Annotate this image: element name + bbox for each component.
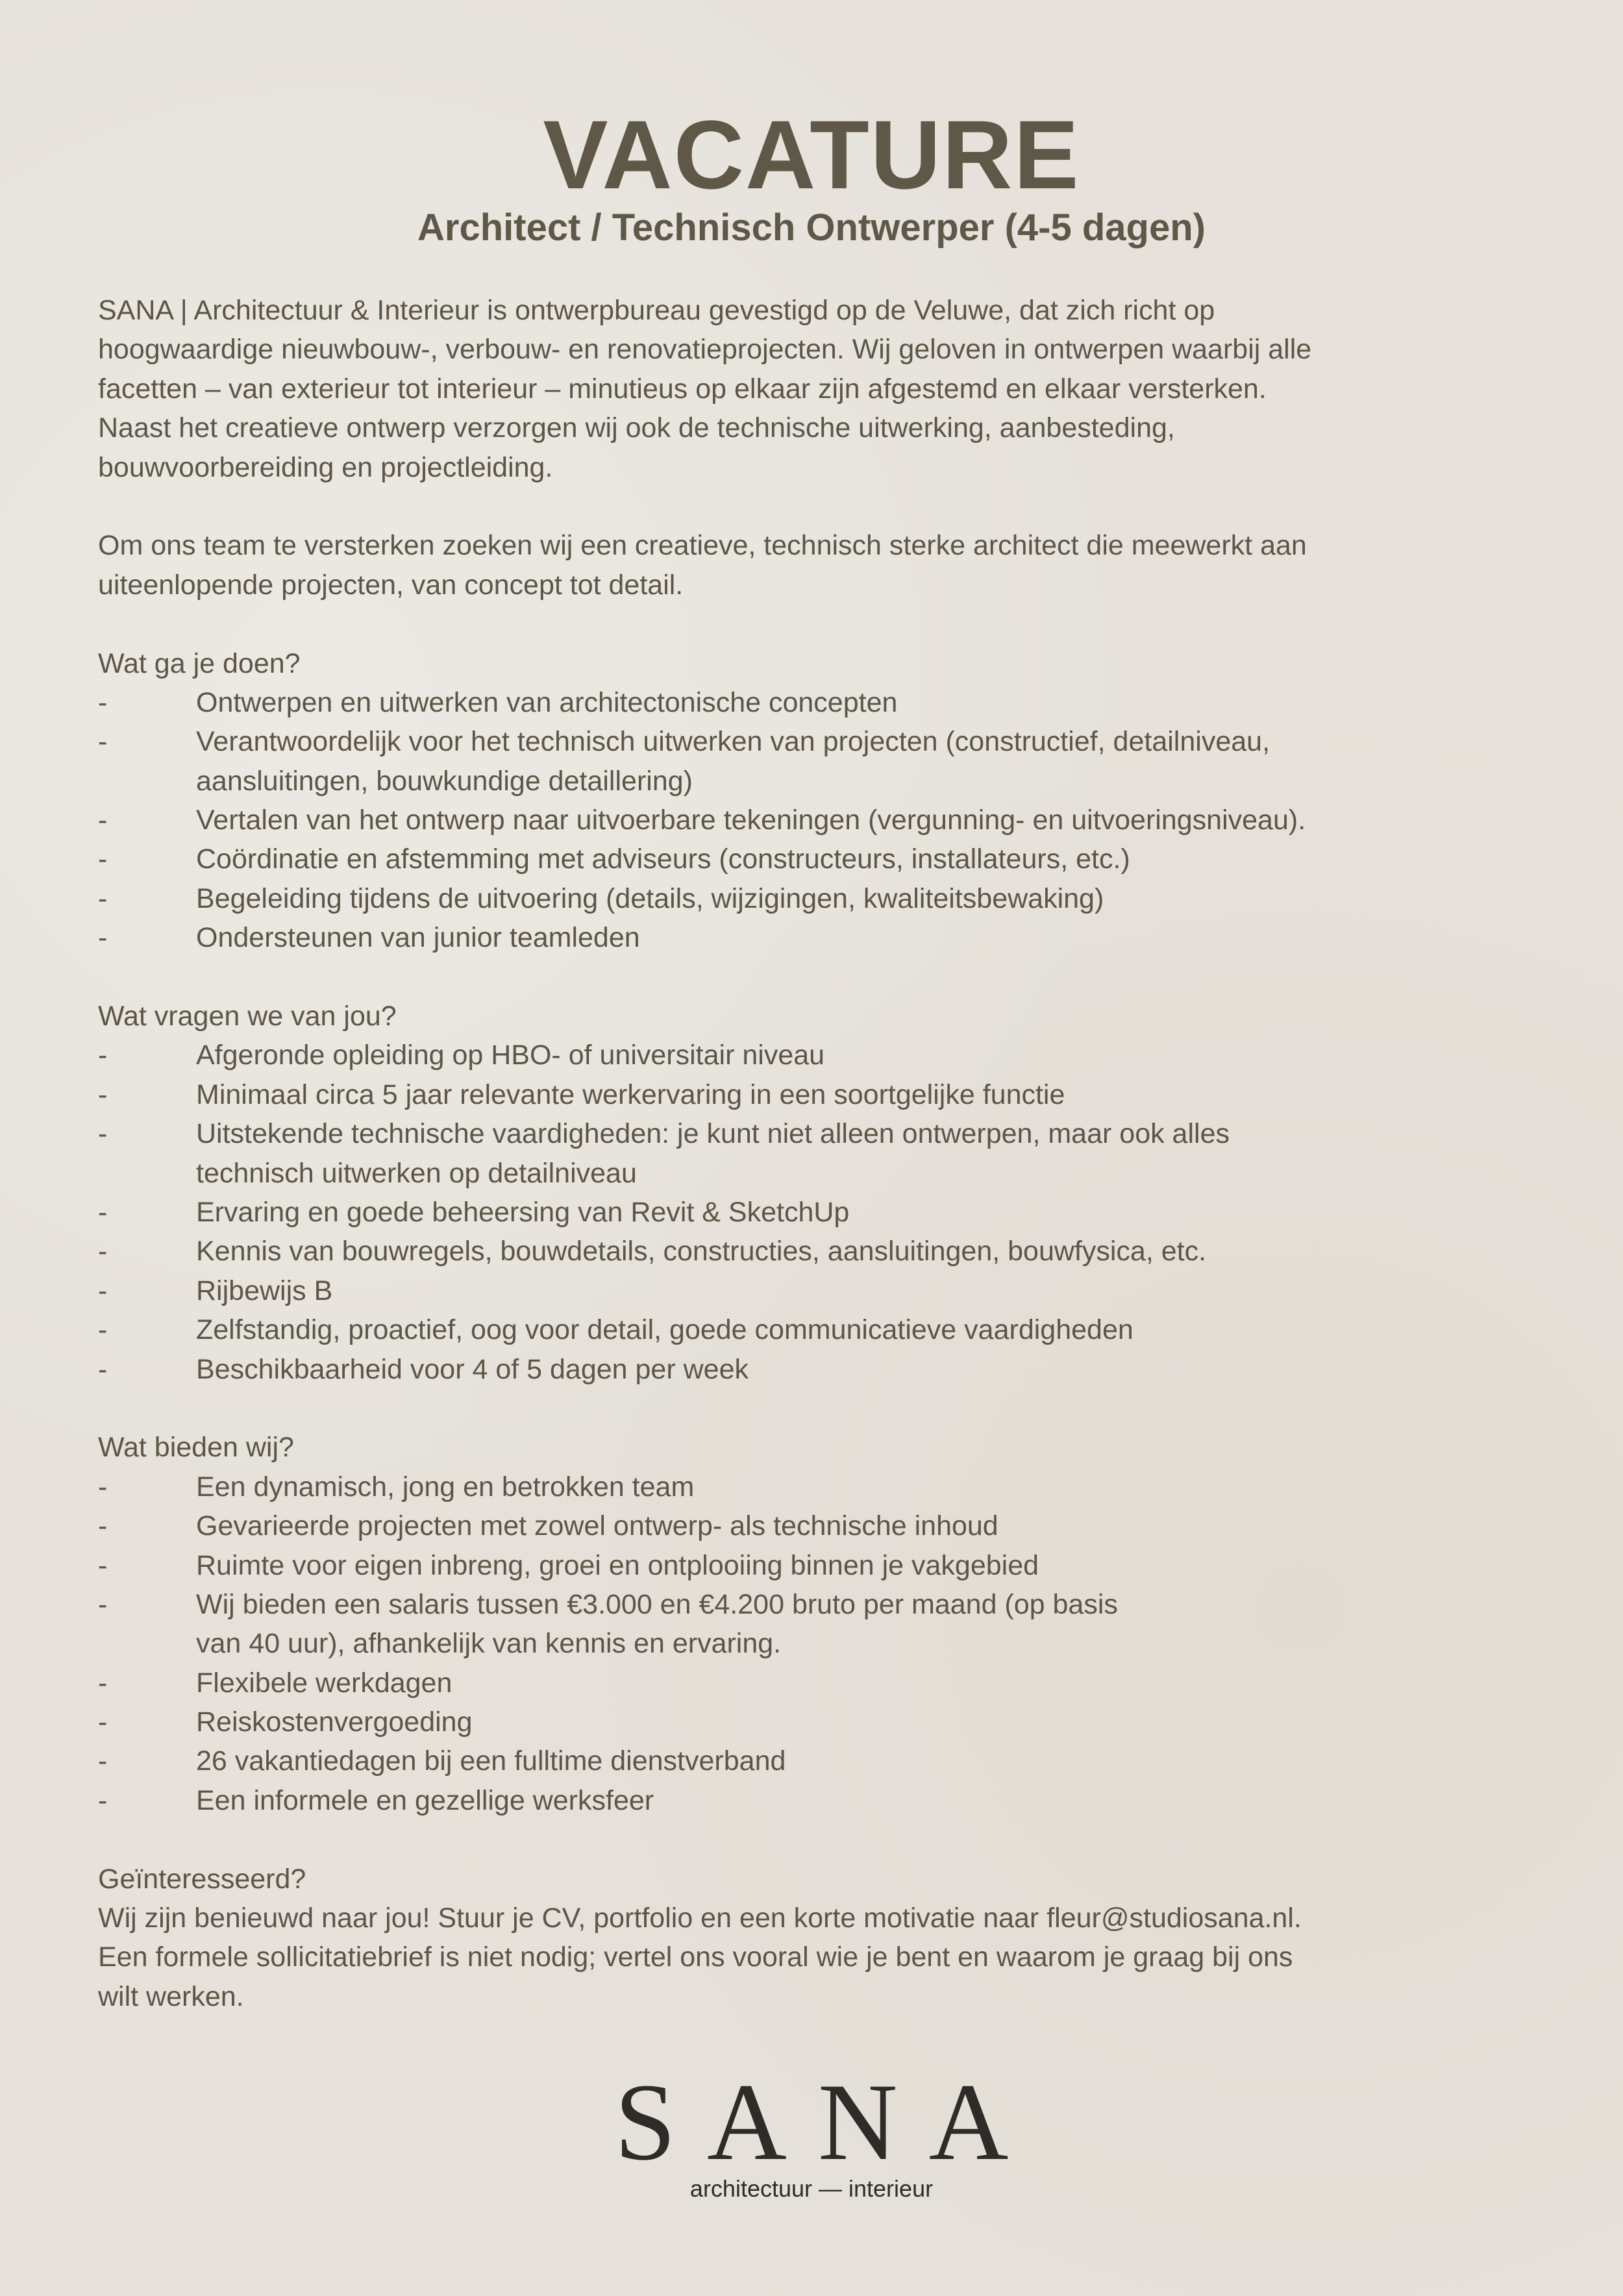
list-item-text: Afgeronde opleiding op HBO- of universitair niveau bbox=[196, 1040, 825, 1071]
bullet-dash bbox=[98, 1624, 196, 1663]
bullet-dash: - bbox=[98, 882, 108, 914]
closing-line: wilt werken. bbox=[98, 1980, 244, 2012]
blank-line bbox=[98, 1389, 1552, 1428]
list-item bbox=[98, 840, 1552, 879]
list-item bbox=[98, 1036, 1552, 1075]
bullet-dash: - bbox=[98, 1549, 108, 1581]
list-item bbox=[98, 1310, 1552, 1349]
list-item-text: aansluitingen, bouwkundige detaillering) bbox=[196, 765, 693, 797]
list-item-text: Ondersteunen van junior teamleden bbox=[196, 922, 640, 954]
bullet-dash: - bbox=[98, 1588, 108, 1620]
bullet-dash: - bbox=[98, 1118, 108, 1150]
bullet-dash: - bbox=[98, 1275, 108, 1306]
blank-line bbox=[98, 958, 1552, 997]
list-item bbox=[98, 1075, 1552, 1114]
list-item-text: Minimaal circa 5 jaar relevante werkervaring in een soortgelijke functie bbox=[196, 1079, 1065, 1110]
list-item bbox=[98, 1467, 1552, 1506]
intro-line: SANA | Architectuur & Interieur is ontwerpbureau gevestigd op de Veluwe, dat zich richt op bbox=[98, 295, 1215, 326]
vacancy-body bbox=[98, 291, 1552, 2016]
bullet-dash: - bbox=[98, 805, 108, 836]
list-item bbox=[98, 1114, 1552, 1153]
bullet-dash: - bbox=[98, 1196, 108, 1228]
list-item bbox=[98, 1232, 1552, 1271]
intro-line: Naast het creatieve ontwerp verzorgen wij ook de technische uitwerking, aanbesteding, bbox=[98, 412, 1175, 444]
list-item-text: Ervaring en goede beheersing van Revit & SketchUp bbox=[196, 1196, 850, 1228]
list-item-text: van 40 uur), afhankelijk van kennis en ervaring. bbox=[196, 1628, 782, 1660]
list-item bbox=[98, 918, 1552, 957]
section-heading: Wat bieden wij? bbox=[98, 1432, 294, 1464]
intro-line: bouwvoorbereiding en projectleiding. bbox=[98, 451, 553, 483]
list-item bbox=[98, 1585, 1552, 1624]
bullet-dash: - bbox=[98, 1510, 108, 1542]
bullet-dash: - bbox=[98, 1471, 108, 1503]
list-item-text: Wij bieden een salaris tussen €3.000 en €4.200 bruto per maand (op basis bbox=[196, 1588, 1118, 1620]
list-item-text: Beschikbaarheid voor 4 of 5 dagen per week bbox=[196, 1353, 749, 1385]
bullet-dash: - bbox=[98, 1079, 108, 1110]
bullet-dash: - bbox=[98, 843, 108, 875]
list-item-text: Flexibele werkdagen bbox=[196, 1667, 452, 1699]
intro-line: hoogwaardige nieuwbouw-, verbouw- en renovatieprojecten. Wij geloven in ontwerpen waarbij alle bbox=[98, 334, 1312, 366]
list-item bbox=[98, 683, 1552, 722]
list-item-text: Reiskostenvergoeding bbox=[196, 1706, 473, 1738]
list-item bbox=[98, 1664, 1552, 1703]
list-item bbox=[98, 1546, 1552, 1585]
list-item bbox=[98, 1154, 1552, 1193]
list-item-text: Coördinatie en afstemming met adviseurs (constructeurs, installateurs, etc.) bbox=[196, 843, 1130, 875]
bullet-dash: - bbox=[98, 1040, 108, 1071]
list-item-text: Een informele en gezellige werksfeer bbox=[196, 1784, 654, 1816]
list-item-text: Kennis van bouwregels, bouwdetails, constructies, aansluitingen, bouwfysica, etc. bbox=[196, 1236, 1207, 1267]
sana-logo: SANA bbox=[614, 2061, 1040, 2183]
intro2-line: Om ons team te versterken zoeken wij een creatieve, technisch sterke architect die meewerkt aan bbox=[98, 530, 1307, 562]
list-item-text: Uitstekende technische vaardigheden: je kunt niet alleen ontwerpen, maar ook alles bbox=[196, 1118, 1230, 1150]
blank-line bbox=[98, 1820, 1552, 1859]
bullet-dash: - bbox=[98, 726, 108, 758]
bullet-dash: - bbox=[98, 1706, 108, 1738]
bullet-dash: - bbox=[98, 1314, 108, 1346]
bullet-dash: - bbox=[98, 1353, 108, 1385]
blank-line bbox=[98, 487, 1552, 526]
bullet-dash: - bbox=[98, 686, 108, 718]
list-item bbox=[98, 1506, 1552, 1545]
list-item-text: Begeleiding tijdens de uitvoering (details, wijzigingen, kwaliteitsbewaking) bbox=[196, 882, 1104, 914]
list-item bbox=[98, 1703, 1552, 1741]
section-heading: Wat ga je doen? bbox=[98, 647, 301, 679]
bullet-dash bbox=[98, 762, 196, 801]
intro-line: facetten – van exterieur tot interieur – minutieus op elkaar zijn afgestemd en elkaar versterken. bbox=[98, 373, 1267, 405]
list-item bbox=[98, 801, 1552, 840]
page-title: VACATURE bbox=[543, 100, 1080, 209]
list-item-text: Rijbewijs B bbox=[196, 1275, 333, 1306]
bullet-dash: - bbox=[98, 1784, 108, 1816]
bullet-dash: - bbox=[98, 922, 108, 954]
list-item bbox=[98, 1350, 1552, 1389]
bullet-dash: - bbox=[98, 1236, 108, 1267]
list-item-text: Zelfstandig, proactief, oog voor detail, goede communicatieve vaardigheden bbox=[196, 1314, 1134, 1346]
list-item bbox=[98, 879, 1552, 918]
closing-line: Wij zijn benieuwd naar jou! Stuur je CV, portfolio en een korte motivatie naar fleur@studiosana.nl. bbox=[98, 1903, 1302, 1934]
intro2-line: uiteenlopende projecten, van concept tot detail. bbox=[98, 569, 684, 601]
closing-heading: Geïnteresseerd? bbox=[98, 1863, 306, 1895]
list-item-text: Ontwerpen en uitwerken van architectonische concepten bbox=[196, 686, 898, 718]
bullet-dash: - bbox=[98, 1745, 108, 1777]
list-item bbox=[98, 1624, 1552, 1663]
list-item bbox=[98, 1193, 1552, 1232]
list-item bbox=[98, 1741, 1552, 1780]
job-subtitle: Architect / Technisch Ontwerper (4-5 dagen) bbox=[417, 206, 1206, 249]
list-item-text: Een dynamisch, jong en betrokken team bbox=[196, 1471, 695, 1503]
list-item bbox=[98, 1781, 1552, 1820]
list-item bbox=[98, 762, 1552, 801]
list-item-text: technisch uitwerken op detailniveau bbox=[196, 1157, 637, 1189]
list-item-text: Ruimte voor eigen inbreng, groei en ontplooiing binnen je vakgebied bbox=[196, 1549, 1039, 1581]
section-heading: Wat vragen we van jou? bbox=[98, 1001, 397, 1032]
list-item-text: Vertalen van het ontwerp naar uitvoerbare tekeningen (vergunning- en uitvoeringsniveau). bbox=[196, 805, 1306, 836]
bullet-dash bbox=[98, 1154, 196, 1193]
closing-line: Een formele sollicitatiebrief is niet nodig; vertel ons vooral wie je bent en waarom je graag bij ons bbox=[98, 1941, 1293, 1973]
list-item bbox=[98, 722, 1552, 761]
logo-tagline: architectuur — interieur bbox=[689, 2175, 934, 2202]
list-item-text: Gevarieerde projecten met zowel ontwerp- als technische inhoud bbox=[196, 1510, 998, 1542]
list-item-text: 26 vakantiedagen bij een fulltime dienstverband bbox=[196, 1745, 786, 1777]
list-item-text: Verantwoordelijk voor het technisch uitwerken van projecten (constructief, detailniveau, bbox=[196, 726, 1270, 758]
bullet-dash: - bbox=[98, 1667, 108, 1699]
list-item bbox=[98, 1271, 1552, 1310]
blank-line bbox=[98, 605, 1552, 643]
